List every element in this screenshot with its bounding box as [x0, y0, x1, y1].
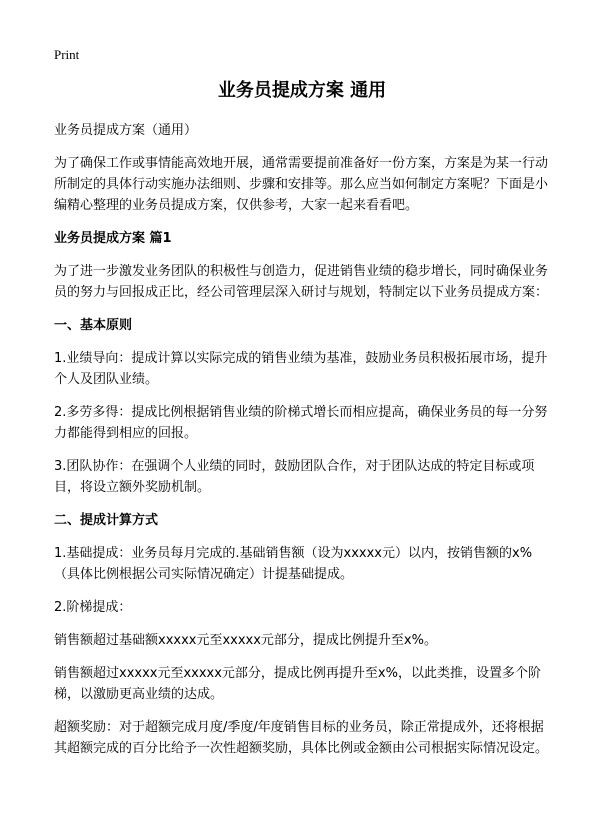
tier-2-paragraph: 销售额超过xxxxx元至xxxxx元部分，提成比例再提升至x%，以此类推，设置多个阶梯，以激励更高业绩的达成。	[54, 666, 541, 702]
document-subtitle: 业务员提成方案（通用）	[54, 123, 198, 138]
calc-tier-label: 2.阶梯提成：	[54, 600, 132, 615]
intro-paragraph: 为了确保工作或事情能高效地开展，通常需要提前准备好一份方案，方案是为某一行动所制定的具体行动实施办法细则、步骤和安排等。那么应当如何制定方案呢？下面是小编精心整理的业务员提成方案，仅供参考，大家一起来看看吧。	[54, 156, 549, 213]
tier-1-paragraph: 销售额超过基础额xxxxx元至xxxxx元部分，提成比例提升至x%。	[54, 633, 437, 648]
calc-method-heading: 二、提成计算方式	[54, 513, 159, 528]
section1-heading: 业务员提成方案 篇1	[54, 231, 172, 246]
principle-2-paragraph: 2.多劳多得：提成比例根据销售业绩的阶梯式增长而相应提高，确保业务员的每一分努力都能得到相应的回报。	[54, 405, 548, 441]
section1-intro-paragraph: 为了进一步激发业务团队的积极性与创造力，促进销售业绩的稳步增长，同时确保业务员的努力与回报成正比，经公司管理层深入研讨与规划，特制定以下业务员提成方案：	[54, 264, 549, 300]
principles-heading: 一、基本原则	[54, 318, 133, 333]
print-label: Print	[54, 47, 80, 62]
principle-3-paragraph: 3.团队协作：在强调个人业绩的同时，鼓励团队合作，对于团队达成的特定目标或项目，将设立额外奖励机制。	[54, 459, 535, 495]
bonus-paragraph: 超额奖励：对于超额完成月度/季度/年度销售目标的业务员，除正常提成外，还将根据其超额完成的百分比给予一次性超额奖励，具体比例或金额由公司根据实际情况设定。	[54, 720, 549, 756]
calc-base-paragraph: 1.基础提成：业务员每月完成的.基础销售额（设为xxxxx元）以内，按销售额的x%（具体比例根据公司实际情况确定）计提基础提成。	[54, 546, 533, 582]
principle-1-paragraph: 1.业绩导向：提成计算以实际完成的销售业绩为基准，鼓励业务员积极拓展市场，提升个人及团队业绩。	[54, 351, 548, 387]
document-page	[54, 46, 550, 771]
document-title: 业务员提成方案 通用	[217, 80, 387, 101]
